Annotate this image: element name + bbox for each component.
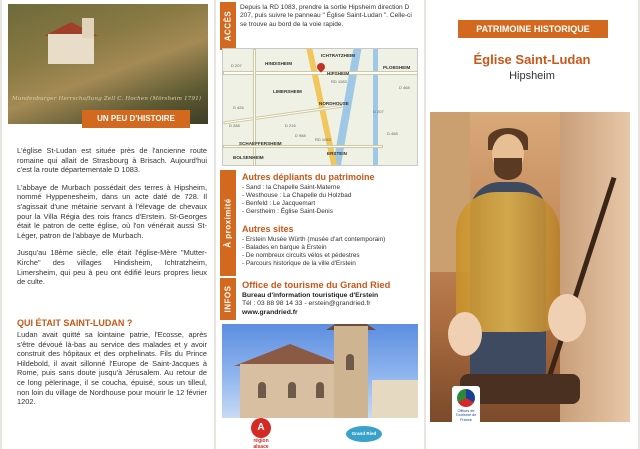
cover-title: Église Saint-Ludan — [473, 52, 591, 67]
map-road-label: RD 1083 — [331, 79, 347, 84]
office-website-link[interactable]: www.grandried.fr — [242, 308, 298, 316]
acces-tab: ACCÈS — [220, 2, 236, 50]
list-item: - Erstein Musée Würth (musée d'art contemporain) — [242, 236, 386, 243]
ludan-subtitle: QUI ÉTAIT SAINT-LUDAN ? — [17, 318, 133, 328]
location-map — [222, 48, 418, 166]
map-place-label: SCHAEFFERSHEIM — [239, 141, 282, 146]
map-road-label: D 988 — [295, 133, 306, 138]
office-subtitle: Bureau d'information touristique d'Erstein — [242, 292, 379, 299]
map-road-label: D 288 — [229, 123, 240, 128]
info-panel — [216, 0, 424, 449]
map-road-label: D 207 — [231, 63, 242, 68]
patrimoine-list — [242, 184, 422, 216]
list-item: - Benfeld : Le Jacquemart — [242, 200, 316, 208]
map-road-label: D 468 — [387, 131, 398, 136]
region-alsace-logo: A région alsace — [248, 418, 274, 448]
sites-list — [242, 236, 422, 268]
map-place-label: HINDISHEIM — [265, 61, 293, 66]
history-panel — [2, 0, 214, 449]
cover-subtitle: Hipsheim — [509, 70, 555, 82]
history-tag: UN PEU D'HISTOIRE — [82, 110, 190, 128]
offices-tourisme-logo: Offices de Tourisme de France — [452, 386, 480, 432]
history-paragraph: L'église St-Ludan est située près de l'ancienne route romaine qui allait de Strasbourg à Brisach. Aujourd'hui c'est la route départementale D 1083. — [17, 146, 207, 175]
ludan-text — [17, 330, 207, 415]
list-item: - Westhouse : La Chapelle du Holzbad — [242, 192, 352, 200]
sites-title: Autres sites — [242, 224, 294, 234]
map-place-label: PLOBSHEIM — [383, 65, 411, 70]
partner-logos — [222, 418, 418, 449]
list-item: - De nombreux circuits vélos et pédestres — [242, 252, 360, 260]
acces-text: Depuis la RD 1083, prendre la sortie Hipsheim direction D 207, puis suivre le panneau " Église Saint-Ludan ". Celle-ci se trouve au bord de la voie rapide. — [240, 4, 412, 28]
map-road-label: D 426 — [233, 105, 244, 110]
office-title: Office de tourisme du Grand Ried — [242, 280, 391, 290]
history-paragraph: Jusqu'au 18ème siècle, elle était l'église-Mère "Mutter-Kirche" des villages Hindisheim, Ichtratzheim, Limersheim, qui peu à peu ont édifié leurs propres lieux de culte. — [17, 248, 207, 287]
proximite-tab: À proximité — [220, 170, 236, 276]
map-place-label: ERSTEIN — [327, 151, 347, 156]
ludan-paragraph: Ludan avait quitté sa lointaine patrie, l'Ecosse, après s'être dévoué là-bas au service des malades et y avoir construit des hôpitaux et des orphelinats. Fils du Prince Hildebold, il avait sillonné l'Europe de Saint-Jacques à Rome, puis sans doute jusqu'à Jérusalem. Au retour de ce long pèlerinage, il se coucha, épuisé, sous un tilleul, non loin du village de Nordhouse pour mourir le 12 février 1202. — [17, 330, 207, 407]
map-place-label: NORDHOUSE — [319, 101, 349, 106]
office-contact: Tél : 03 88 98 14 33 - erstein@grandried.fr — [242, 300, 371, 308]
historical-painting — [8, 4, 208, 124]
grand-ried-logo: Grand Ried — [346, 426, 382, 442]
heritage-tag: PATRIMOINE HISTORIQUE — [458, 20, 608, 38]
list-item: - Sand : la Chapelle Saint-Materne — [242, 184, 341, 191]
painting-caption: Mundenburger Herrschaftung Zell C. Hochen (Mörsheim 1791) — [12, 96, 202, 102]
map-place-label: LIMERSHEIM — [273, 89, 302, 94]
list-item: - Parcours historique de la ville d'Erstein — [242, 260, 356, 268]
cover-panel — [426, 0, 638, 449]
map-road-label: D 216 — [285, 123, 296, 128]
map-road-label: D 468 — [399, 85, 410, 90]
history-paragraph: L'abbaye de Murbach possédait des terres à Hipsheim, nommé Hyppenesheim, dans un acte daté de 728. Il s'agissait d'une métairie servant à l'élevage de chevaux pour la Villa Régia des rois francs d'Erstein. St-Georges était le patron de cette église, où l'on vénérait aussi St-Léger, patron de l'abbaye de Murbach. — [17, 182, 207, 240]
office-info — [242, 292, 422, 317]
history-text — [17, 146, 207, 295]
church-photo — [222, 324, 418, 418]
patrimoine-title: Autres dépliants du patrimoine — [242, 172, 375, 182]
map-road-label: RD 1083 — [315, 137, 331, 142]
map-road-label: D 207 — [373, 109, 384, 114]
map-place-label: BOLSENHEIM — [233, 155, 264, 160]
saint-ludan-statue-photo — [430, 112, 630, 422]
list-item: - Balades en barque à Erstein — [242, 244, 327, 252]
map-place-label: ICHTRATZHEIM — [321, 53, 356, 58]
list-item: - Gerstheim : Église Saint-Denis — [242, 208, 333, 216]
map-place-label: HIPSHEIM — [327, 71, 350, 76]
infos-tab: INFOS — [220, 278, 236, 320]
